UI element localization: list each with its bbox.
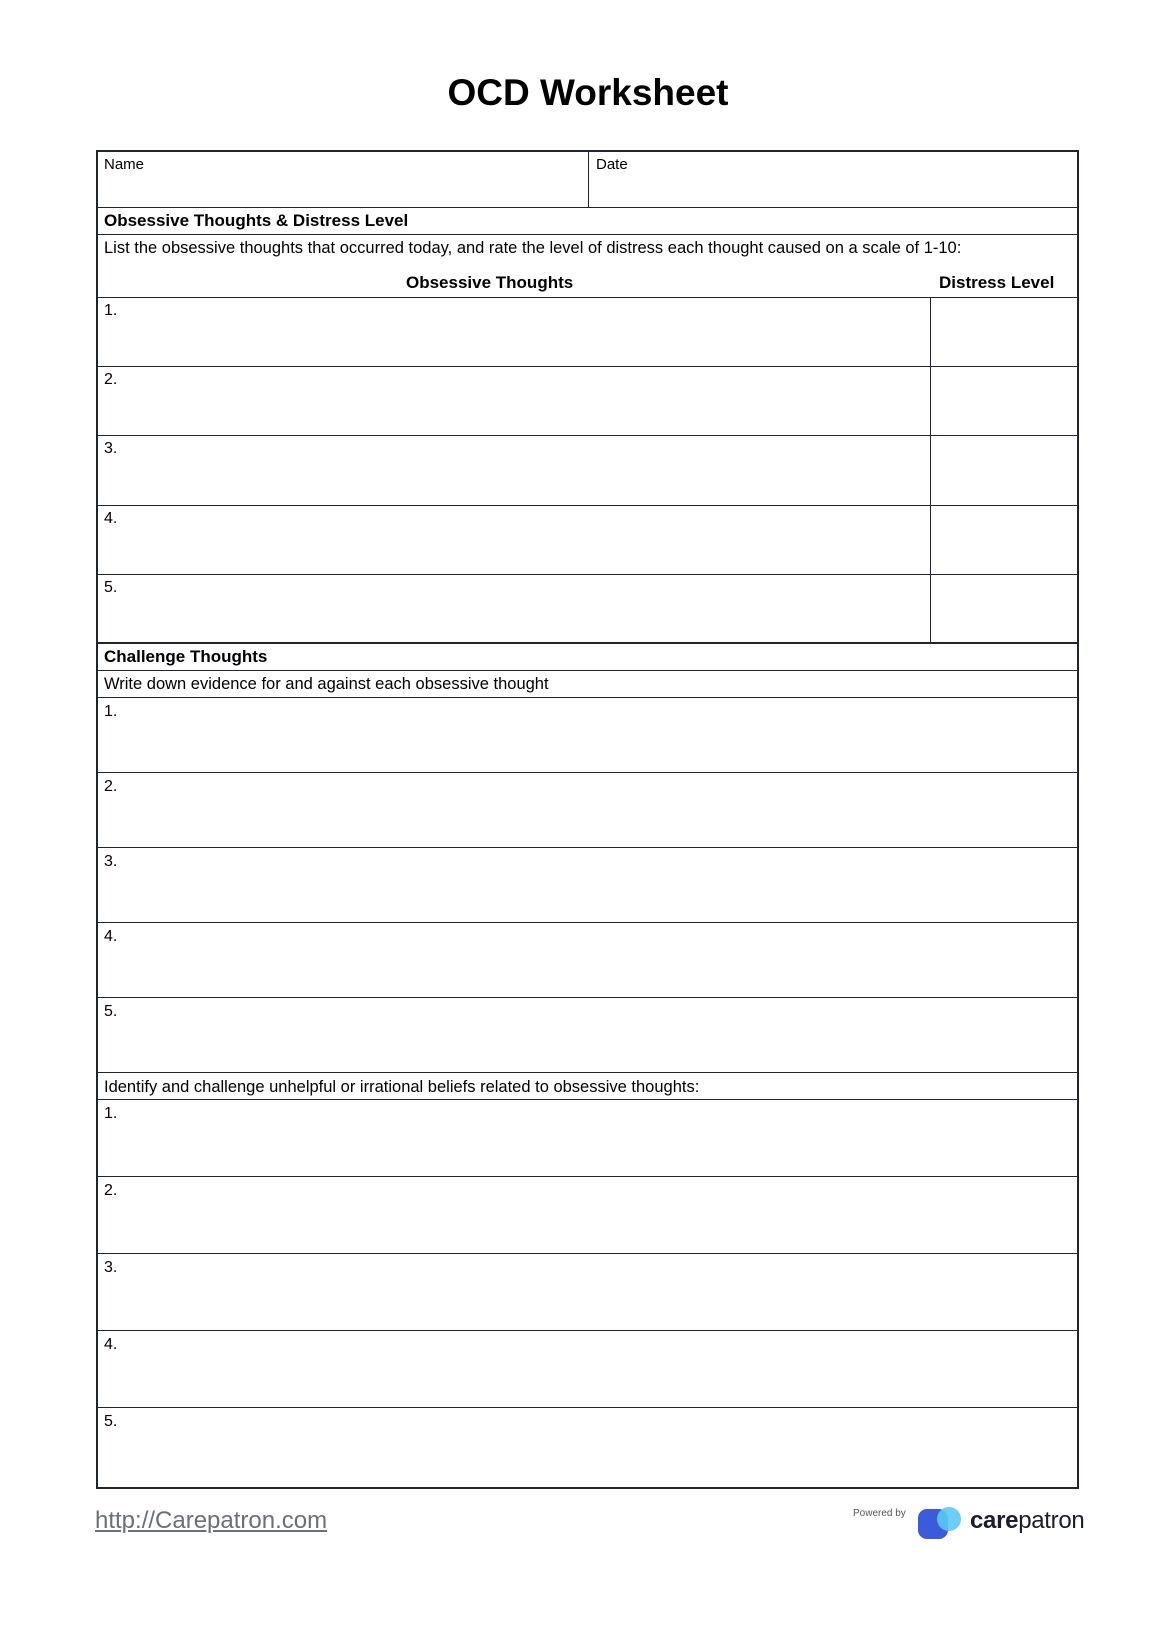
divider [98,847,1077,848]
divider [98,697,1077,698]
divider [98,505,1077,506]
divider [98,1099,1077,1100]
section-instruction: List the obsessive thoughts that occurred today, and rate the level of distress each thought caused on a scale of 1-10: [104,239,962,257]
list-item: 2. [104,778,118,795]
date-label: Date [596,156,628,173]
powered-by-label: Powered by [853,1508,906,1519]
list-item: 3. [104,440,118,457]
worksheet-table [96,150,1079,1489]
list-item: 4. [104,928,118,945]
list-item: 5. [104,1413,118,1430]
list-item: 4. [104,510,118,527]
divider [98,366,1077,367]
list-item: 1. [104,302,118,319]
divider [98,642,1077,644]
logo-shape-light [937,1507,961,1531]
divider [588,152,589,207]
divider [98,207,1077,208]
brand-wordmark [970,1507,1084,1535]
divider [98,670,1077,671]
brand-strong: care [970,1507,1019,1534]
section-instruction: Identify and challenge unhelpful or irrational beliefs related to obsessive thoughts: [104,1078,700,1096]
divider [930,297,931,642]
section-heading: Obsessive Thoughts & Distress Level [104,211,409,230]
divider [98,1330,1077,1331]
list-item: 5. [104,579,118,596]
list-item: 4. [104,1336,118,1353]
divider [98,1072,1077,1073]
divider [98,997,1077,998]
section-heading: Challenge Thoughts [104,647,268,666]
carepatron-link[interactable]: http://Carepatron.com [95,1507,328,1534]
list-item: 2. [104,1182,118,1199]
divider [98,1253,1077,1254]
section-instruction: Write down evidence for and against each obsessive thought [104,675,549,693]
list-item: 1. [104,703,118,720]
divider [98,772,1077,773]
list-item: 3. [104,1259,118,1276]
list-item: 1. [104,1105,118,1122]
name-label: Name [104,156,145,173]
divider [98,1407,1077,1408]
divider [98,1176,1077,1177]
list-item: 3. [104,853,118,870]
brand-light: patron [1018,1507,1085,1534]
divider [98,234,1077,235]
carepatron-logo [918,1505,1088,1539]
list-item: 2. [104,371,118,388]
list-item: 5. [104,1003,118,1020]
column-header-thoughts: Obsessive Thoughts [406,273,574,292]
column-header-distress: Distress Level [939,273,1055,292]
divider [98,574,1077,575]
carepatron-logo-icon [918,1505,966,1539]
page-title: OCD Worksheet [447,72,729,113]
divider [98,435,1077,436]
divider [98,922,1077,923]
